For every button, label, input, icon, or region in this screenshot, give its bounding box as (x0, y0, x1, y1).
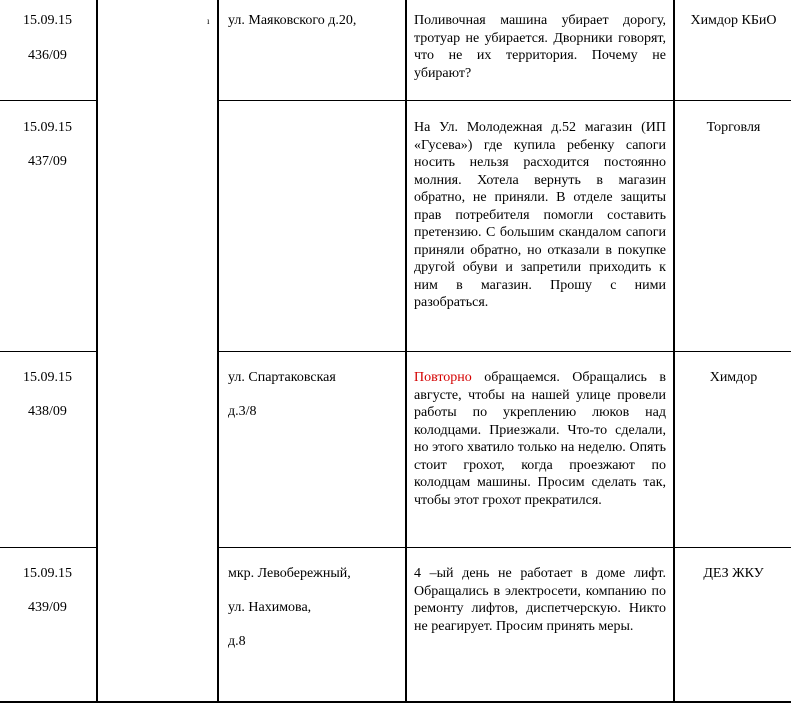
row-divider (219, 547, 791, 548)
row-organization: ДЕЗ ЖКУ (703, 566, 764, 581)
row-divider (0, 100, 96, 101)
row-organization: Химдор (709, 370, 758, 385)
row-organization: Химдор КБиО (690, 13, 777, 28)
row-date: 15.09.15 (23, 370, 72, 385)
row-date: 15.09.15 (23, 120, 72, 135)
complaint-text: 4 –ый день не работает в доме лифт. Обращались в электросети, компанию по ремонту лифтов, диспетчерскую. Никто не реагирует. Просим принять меры. (414, 566, 666, 634)
row-date: 15.09.15 (23, 13, 72, 28)
row-number: 436/09 (28, 48, 67, 63)
row-date: 15.09.15 (23, 566, 72, 581)
row-address-line: ул. Спартаковская (228, 370, 336, 385)
row-number: 437/09 (28, 154, 67, 169)
complaint-highlight: Повторно (414, 370, 472, 385)
row-number: 438/09 (28, 404, 67, 419)
row-address-line: ул. Нахимова, (228, 600, 312, 615)
row-address-line: д.8 (228, 634, 246, 649)
row-address-line: ул. Маяковского д.20, (228, 13, 357, 28)
edge-mark: ı (207, 16, 210, 26)
column-divider (96, 0, 98, 703)
complaint-text: обращаемся. Обращались в августе, чтобы на нашей улице провели работы по укреплению люков над колодцами. Приезжали. Что-то сделали, но этого хватило только на неделю. Опять стоит грохот, когда проезжают по колодцам машины. Просим сделать так, чтобы этот грохот прекратился. (414, 370, 666, 508)
complaint-text: Поливочная машина убирает дорогу, тротуар не убирается. Дворники говорят, что не их территория. Почему не убирают? (414, 13, 666, 81)
row-complaint (414, 119, 666, 312)
row-number: 439/09 (28, 600, 67, 615)
row-organization: Торговля (706, 120, 761, 135)
row-divider (0, 547, 96, 548)
row-complaint (414, 369, 666, 509)
row-address-line: д.3/8 (228, 404, 257, 419)
row-divider (219, 100, 791, 101)
row-divider (219, 351, 791, 352)
complaint-text: На Ул. Молодежная д.52 магазин (ИП «Гусева») где купила ребенку сапоги носить нельзя расходится постоянно молния. Хотела вернуть в магазин обратно, не приняли. В отделе защиты прав потребителя помогли составить претензию. С большим скандалом сапоги приняли обратно, но отказали в покупке другой обуви и запретили приходить к ним в магазин. Прошу с ними разобраться. (414, 120, 666, 310)
row-divider (0, 351, 96, 352)
row-complaint (414, 12, 666, 82)
row-complaint (414, 565, 666, 635)
row-address-line: мкр. Левобережный, (228, 566, 351, 581)
